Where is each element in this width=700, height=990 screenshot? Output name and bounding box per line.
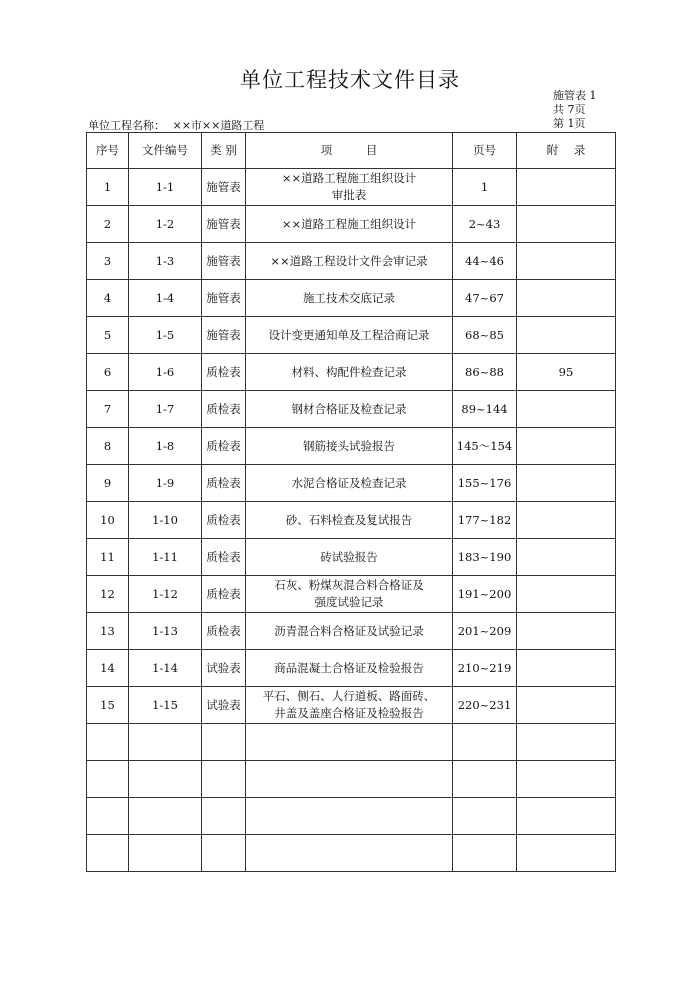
cell-category [202,835,246,872]
cell-appendix [517,502,616,539]
cell-category [202,798,246,835]
cell-item: ××道路工程施工组织设计 [246,206,453,243]
cell-item: 平石、侧石、人行道板、路面砖、 井盖及盖座合格证及检验报告 [246,687,453,724]
cell-category: 试验表 [202,687,246,724]
unit-project-name [88,117,264,133]
cell-page: 2~43 [453,206,517,243]
header-serial: 序号 [87,133,129,169]
cell-appendix [517,650,616,687]
table-header-row [87,133,616,169]
table-row [87,465,616,502]
cell-category [202,761,246,798]
cell-item: 钢材合格证及检查记录 [246,391,453,428]
table-row [87,613,616,650]
cell-file-code: 1-2 [129,206,202,243]
table-row [87,428,616,465]
cell-serial: 12 [87,576,129,613]
table-row [87,650,616,687]
cell-file-code [129,835,202,872]
cell-page: 191~200 [453,576,517,613]
cell-serial: 14 [87,650,129,687]
cell-item: 沥青混合料合格证及试验记录 [246,613,453,650]
table-body [87,169,616,872]
cell-serial [87,798,129,835]
cell-item [246,761,453,798]
cell-item: 水泥合格证及检查记录 [246,465,453,502]
cell-page: 89~144 [453,391,517,428]
cell-file-code: 1-6 [129,354,202,391]
unit-label: 单位工程名称： [88,119,165,132]
header-file-code: 文件编号 [129,133,202,169]
table-row [87,391,616,428]
cell-page: 201~209 [453,613,517,650]
cell-page: 155~176 [453,465,517,502]
cell-appendix [517,724,616,761]
cell-file-code: 1-5 [129,317,202,354]
cell-appendix [517,465,616,502]
table-row [87,539,616,576]
cell-serial [87,835,129,872]
cell-file-code: 1-1 [129,169,202,206]
cell-page: 183~190 [453,539,517,576]
header-appendix: 附 录 [517,133,616,169]
cell-serial [87,761,129,798]
cell-serial: 3 [87,243,129,280]
header-page: 页号 [453,133,517,169]
cell-page: 47~67 [453,280,517,317]
table-row [87,761,616,798]
document-title: 单位工程技术文件目录 [240,68,460,92]
cell-file-code: 1-7 [129,391,202,428]
cell-serial: 5 [87,317,129,354]
cell-appendix [517,798,616,835]
cell-category: 施管表 [202,206,246,243]
cell-page: 44~46 [453,243,517,280]
table-row [87,502,616,539]
cell-appendix [517,761,616,798]
header-item: 项 目 [246,133,453,169]
cell-serial: 15 [87,687,129,724]
cell-category: 质检表 [202,539,246,576]
cell-page: 220~231 [453,687,517,724]
cell-appendix [517,576,616,613]
cell-appendix [517,391,616,428]
cell-appendix [517,687,616,724]
cell-serial: 11 [87,539,129,576]
cell-file-code: 1-9 [129,465,202,502]
cell-item: 商品混凝土合格证及检验报告 [246,650,453,687]
cell-item: 施工技术交底记录 [246,280,453,317]
cell-serial: 4 [87,280,129,317]
cell-page [453,835,517,872]
cell-serial: 6 [87,354,129,391]
cell-appendix [517,243,616,280]
cell-item [246,798,453,835]
cell-appendix: 95 [517,354,616,391]
cell-page: 210~219 [453,650,517,687]
cell-item: ××道路工程施工组织设计 审批表 [246,169,453,206]
cell-item: ××道路工程设计文件会审记录 [246,243,453,280]
cell-file-code: 1-13 [129,613,202,650]
cell-item: 钢筋接头试验报告 [246,428,453,465]
cell-file-code [129,761,202,798]
table-row [87,576,616,613]
cell-appendix [517,428,616,465]
cell-item: 砖试验报告 [246,539,453,576]
cell-appendix [517,835,616,872]
cell-serial: 9 [87,465,129,502]
table-row [87,280,616,317]
page-number: 第 1页 [553,117,586,130]
table-row [87,243,616,280]
table-row [87,354,616,391]
cell-page: 1 [453,169,517,206]
cell-page: 145～154 [453,428,517,465]
cell-category: 质检表 [202,502,246,539]
cell-item: 设计变更通知单及工程洽商记录 [246,317,453,354]
cell-category: 质检表 [202,613,246,650]
cell-serial: 1 [87,169,129,206]
cell-appendix [517,206,616,243]
table-row [87,798,616,835]
cell-appendix [517,169,616,206]
cell-appendix [517,539,616,576]
cell-category [202,724,246,761]
cell-file-code: 1-15 [129,687,202,724]
cell-serial: 8 [87,428,129,465]
table-row [87,206,616,243]
cell-item: 材料、构配件检查记录 [246,354,453,391]
form-code: 施管表 1 [553,89,597,102]
cell-page [453,724,517,761]
cell-category: 施管表 [202,317,246,354]
cell-category: 质检表 [202,354,246,391]
cell-file-code: 1-12 [129,576,202,613]
cell-page [453,761,517,798]
cell-item: 砂、石料检查及复试报告 [246,502,453,539]
cell-serial: 2 [87,206,129,243]
cell-page: 86~88 [453,354,517,391]
cell-file-code: 1-10 [129,502,202,539]
cell-category: 质检表 [202,465,246,502]
header-category: 类 别 [202,133,246,169]
table-row [87,317,616,354]
table-row [87,724,616,761]
cell-serial: 13 [87,613,129,650]
cell-file-code: 1-11 [129,539,202,576]
cell-category: 质检表 [202,391,246,428]
cell-item: 石灰、粉煤灰混合料合格证及 强度试验记录 [246,576,453,613]
cell-category: 试验表 [202,650,246,687]
cell-serial: 10 [87,502,129,539]
cell-category: 施管表 [202,280,246,317]
cell-category: 施管表 [202,169,246,206]
cell-file-code: 1-3 [129,243,202,280]
cell-item [246,835,453,872]
unit-name: ××市××道路工程 [172,119,265,132]
total-pages: 共 7页 [553,103,586,116]
table-row [87,169,616,206]
cell-category: 质检表 [202,428,246,465]
cell-serial: 7 [87,391,129,428]
cell-category: 质检表 [202,576,246,613]
table-row [87,687,616,724]
cell-file-code [129,798,202,835]
cell-page: 68~85 [453,317,517,354]
cell-appendix [517,317,616,354]
table-row [87,835,616,872]
cell-file-code: 1-14 [129,650,202,687]
cell-serial [87,724,129,761]
cell-file-code [129,724,202,761]
cell-page: 177~182 [453,502,517,539]
directory-table [86,132,616,872]
cell-category: 施管表 [202,243,246,280]
cell-file-code: 1-8 [129,428,202,465]
cell-file-code: 1-4 [129,280,202,317]
cell-appendix [517,613,616,650]
cell-page [453,798,517,835]
cell-appendix [517,280,616,317]
cell-item [246,724,453,761]
